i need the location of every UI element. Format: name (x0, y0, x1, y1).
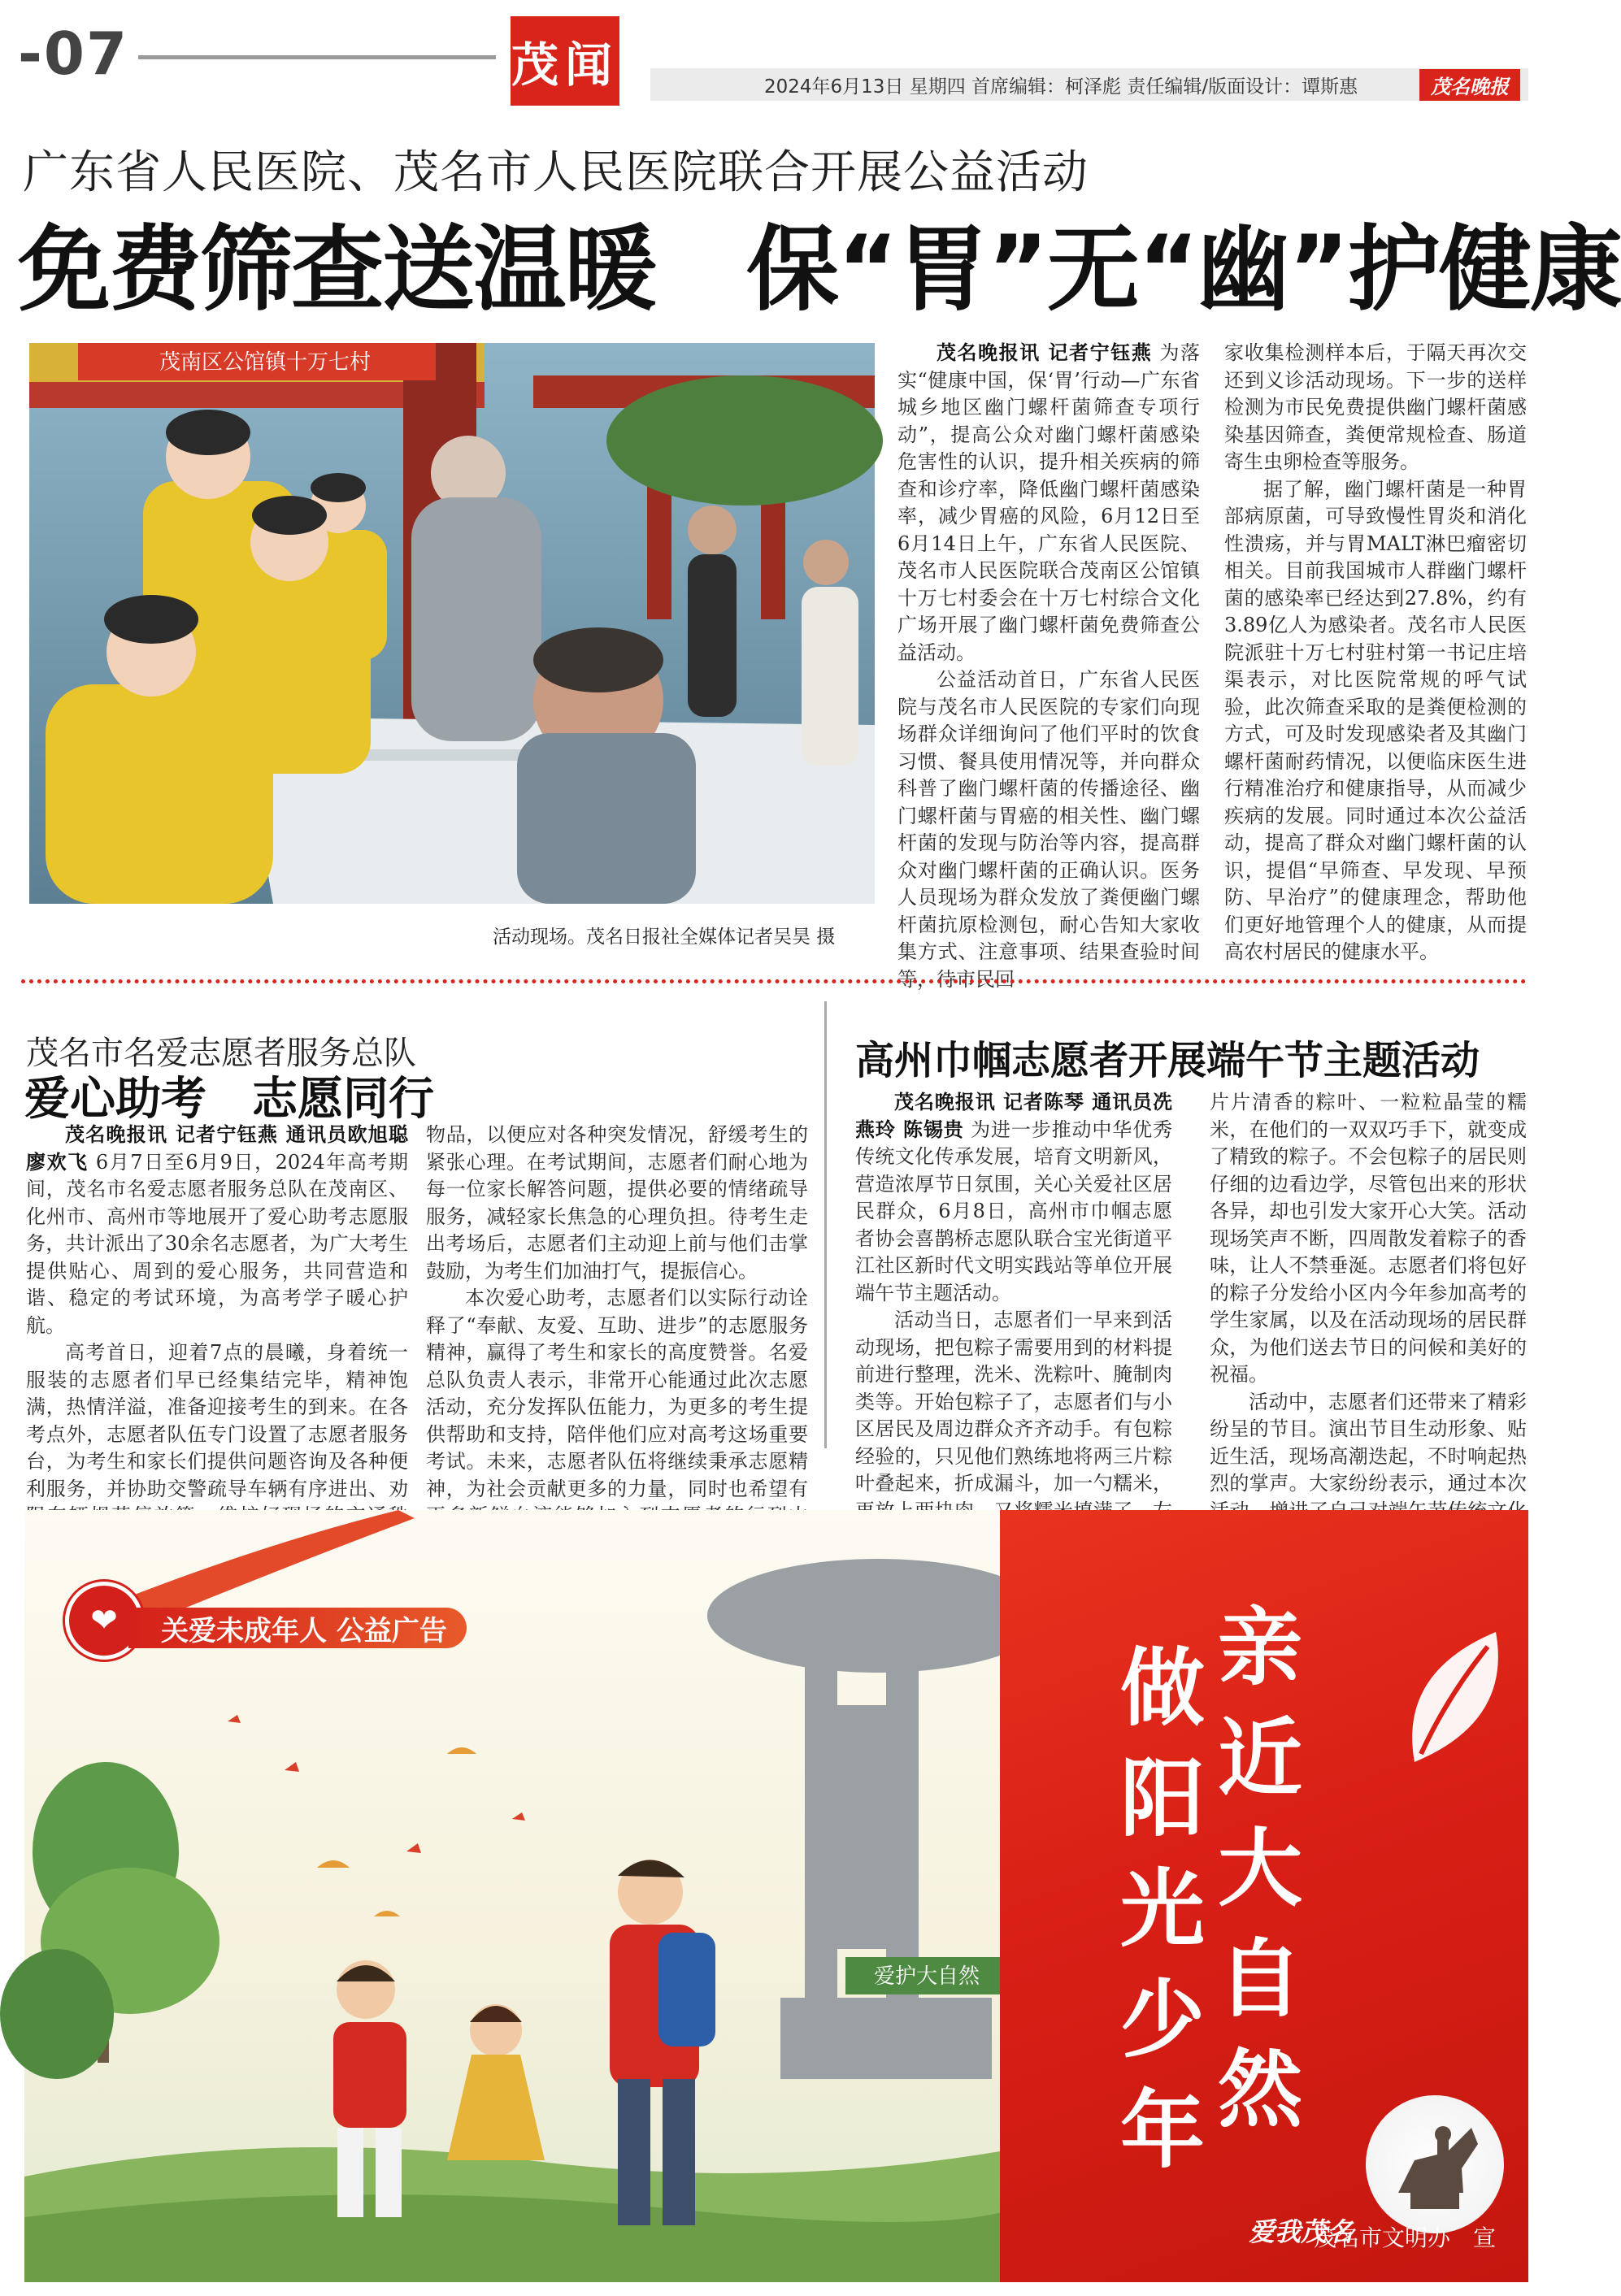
story3-paragraph: 活动中，志愿者们还带来了精彩纷呈的节目。演出节目生动形象、贴近生活，现场高潮迭起，不时响起热烈的掌声。大家纷纷表示，通过本次 (1210, 1390, 1527, 1495)
story3-paragraph: 片片清香的粽叶、一粒粒晶莹的糯米，在他们的一双双巧手下，就变成了精致的粽子。不会包粽子的居民则仔细的边看边学，尽管包出来的形状各异，却也引发大家开心大笑。活动现场笑声不断，四周散发着粽子的香味，让人不禁垂涎。志愿者们将包好的粽子分发给小区内今年参加高考的学生家属，以及在活动现场的居民群众，为他们送去节日的问候和美好的祝福。 (1210, 1091, 1527, 1386)
slogan-char: 少 (1119, 1970, 1205, 2069)
story3-paragraph: 为进一步推动中华优秀传统文化传承发展，培育文明新风，营造浓厚节日氛围，关心关爱社区居民群众，6月8日，高州市巾帼志愿者协会喜鹊桥志愿队联合宝光街道平江社区新时代文明实践站等单位开展端午节主题活动。 (855, 1118, 1172, 1304)
slogan-right-column (1211, 1599, 1309, 2138)
ad-banner: 关爱未成年人 公益广告 (128, 1608, 467, 1648)
ad-sponsor: 茂名市文明办 宣 (1313, 2224, 1496, 2251)
monument-sign-text: 爱护大自然 (873, 1964, 980, 1989)
story2-paragraph: 6月7日至6月9日，2024年高考期间，茂名市名爱志愿者服务总队在茂南区、化州市、高州市等地展开了爱心助考志愿服务，共计派出了30余名志愿者，为广大考生提供贴心、周到的爱心服务，共同营造和谐、稳定的考试环境，为高考学子暖心护航。 (26, 1150, 408, 1337)
slogan-char: 光 (1119, 1860, 1205, 1959)
story2-paragraph: 物品，以便应对各种突发情况，舒缓考生的紧张心理。在考试期间，志愿者们耐心地为每一位家长解答问题，提供必要的情绪疏导服务，减轻家长焦急的心理负担。待考生走出考场后，志愿者们主动迎上前与他们击掌鼓励，为考生们加油打气，提振信心。 (426, 1123, 808, 1283)
story2-paragraph: 高考首日，迎着7点的晨曦，身着统一服装的志愿者们早已经集结完毕，精神饱满，热情洋溢，准备迎接考生的到来。在各考点外，志愿者队伍专门设置了志愿者服务台，为考生和家长们提供问题咨询及各种便利服务，并协助交警疏导车辆有序进出、劝 (26, 1341, 408, 1500)
story2-headline: 爱心助考 志愿同行 (24, 1073, 434, 1126)
slogan-char: 大 (1217, 1819, 1302, 1918)
slogan-char: 亲 (1217, 1598, 1302, 1697)
leaf-icon (1398, 1624, 1512, 1770)
slogan-char: 自 (1217, 1929, 1302, 2029)
lead-headline: 免费筛查送温暖 保“胃”无“幽”护健康 (18, 215, 1621, 323)
story2-byline: 茂名晚报讯 记者宁钰燕 通讯员欧旭聪 廖欢飞 (26, 1123, 408, 1174)
page-number: -07 (18, 20, 129, 88)
photo-banner-text: 茂南区公馆镇十万七村 (159, 350, 372, 375)
lead-paragraph: 公益活动首日，广东省人民医院与茂名市人民医院的专家们向现场群众详细询问了他们平时的饮食习惯、餐具使用情况等，并向群众科普了幽门螺杆菌的传播途径、幽门螺杆菌与胃癌的相关性、幽门螺杆菌的发现与防治等内容，提高群众对幽门螺杆菌的正确认识。医务人员现场为群众发放了粪便幽门螺杆菌抗原检测包，耐心告知大家收集方式、注意事项、结果查验时间等，待市民回 (897, 668, 1200, 991)
lead-paragraph: 为落实“健康中国，保‘胃’行动—广东省城乡地区幽门螺杆菌筛查专项行动”，提高公众对幽门螺杆菌感染危害性的认识，提升相关疾病的筛查和诊疗率，降低幽门螺杆菌感染率，减少胃癌的风险，6月12日至6月14日上午，广东省人民医院、茂名市人民医院联合茂南区公馆镇十万七村委会在十万七村综合文化广场开展了幽门螺杆菌免费筛查公益活动。 (897, 341, 1200, 664)
lead-column-1 (897, 340, 1200, 991)
story3-column-1 (855, 1089, 1172, 1495)
love-maoming-logo: 爱我茂名 (1249, 2216, 1354, 2247)
section-divider (21, 979, 1527, 984)
story2-column-1 (26, 1122, 408, 1500)
lead-photo (29, 343, 875, 904)
slogan-char: 阳 (1119, 1749, 1205, 1848)
newspaper-brand: 茂名晚报 (1419, 69, 1520, 101)
slogan-char: 做 (1119, 1638, 1205, 1738)
screening-scene-illustration (29, 343, 875, 904)
story3-headline: 高州巾帼志愿者开展端午节主题活动 (855, 1038, 1480, 1083)
horse-statue-icon (1366, 2095, 1504, 2233)
slogan-char: 然 (1217, 2040, 1302, 2139)
public-service-ad (24, 1510, 1528, 2282)
lead-photo-caption: 活动现场。茂名日报社全媒体记者吴昊 摄 (493, 927, 836, 948)
lead-column-2 (1224, 340, 1527, 963)
issue-info: 2024年6月13日 星期四 首席编辑：柯泽彪 责任编辑/版面设计：谭斯惠 (764, 76, 1358, 98)
lead-subtitle: 广东省人民医院、茂名市人民医院联合开展公益活动 (23, 146, 1089, 199)
civilization-emblem-icon: ❤ (65, 1582, 143, 1660)
info-bar (650, 68, 1528, 101)
lead-paragraph: 据了解，幽门螺杆菌是一种胃部病原菌，可导致慢性胃炎和消化性溃疡，并与胃MALT淋巴瘤密切相关。目前我国城市人群幽门螺杆菌的感染率已经达到27.8%，约有3.89亿人为感染者。茂名市人民医院派驻十万七村驻村第一书记庄培渠表示，对比医院常规的呼气试验，此次筛查采取的是粪便检测的方式，可及时发现感染者及其幽门螺杆菌耐药情况，以便临床医生进行精准治疗和健康指导，从而减少疾病的发展。同时通过本次公益活动，提高了群众对幽门螺杆菌的认识，提倡“早筛查、早发现、早预防、早治疗”的健康理念，帮助他们更好地管理个人的健康，从而提高农村居民的健康水平。 (1224, 477, 1527, 963)
lead-byline: 茂名晚报讯 记者宁钰燕 (937, 341, 1153, 364)
column-rule (824, 1001, 827, 1448)
column-tag (511, 16, 619, 106)
story3-byline: 茂名晚报讯 记者陈琴 通讯员冼燕玲 陈锡贵 (855, 1091, 1172, 1141)
slogan-char: 年 (1119, 2081, 1205, 2180)
lead-paragraph: 家收集检测样本后，于隔天再次交还到义诊活动现场。下一步的送样检测为市民免费提供幽门螺杆菌感染基因筛查，粪便常规检查、肠道寄生虫卵检查等服务。 (1224, 341, 1527, 473)
story3-paragraph: 活动当日，志愿者们一早来到活动现场，把包粽子需要用到的材料提前进行整理，洗米、洗粽叶、腌制肉类等。开始包粽子了，志愿者们与小区居民及周边群众齐齐动手。有包粽经验的，只见他们熟练地将两三片粽叶叠起来，折成漏斗，加一勺糯米， (855, 1309, 1172, 1495)
story2-paragraph: 本次爱心助考，志愿者们以实际行动诠释了“奉献、友爱、互助、进步”的志愿服务精神，赢得了考生和家长的高度赞誉。名爱总队负责人表示，非常开心能通过此次志愿活动，充分发挥队伍能力，为更多的考生提供帮助和支持，陪伴他们应对高考这场重要考试。未来，志愿者队伍将继续秉承志愿精神，为社会贡献更多的力量，同时也希望有 (426, 1287, 808, 1500)
slogan-left-column (1114, 1640, 1211, 2178)
slogan-char: 近 (1217, 1708, 1302, 1808)
story2-subtitle: 茂名市名爱志愿者服务总队 (26, 1035, 416, 1072)
story2-column-2 (426, 1122, 808, 1500)
column-name: 茂闻 (511, 37, 619, 93)
masthead-rule (138, 55, 496, 59)
story3-column-2 (1210, 1089, 1527, 1495)
